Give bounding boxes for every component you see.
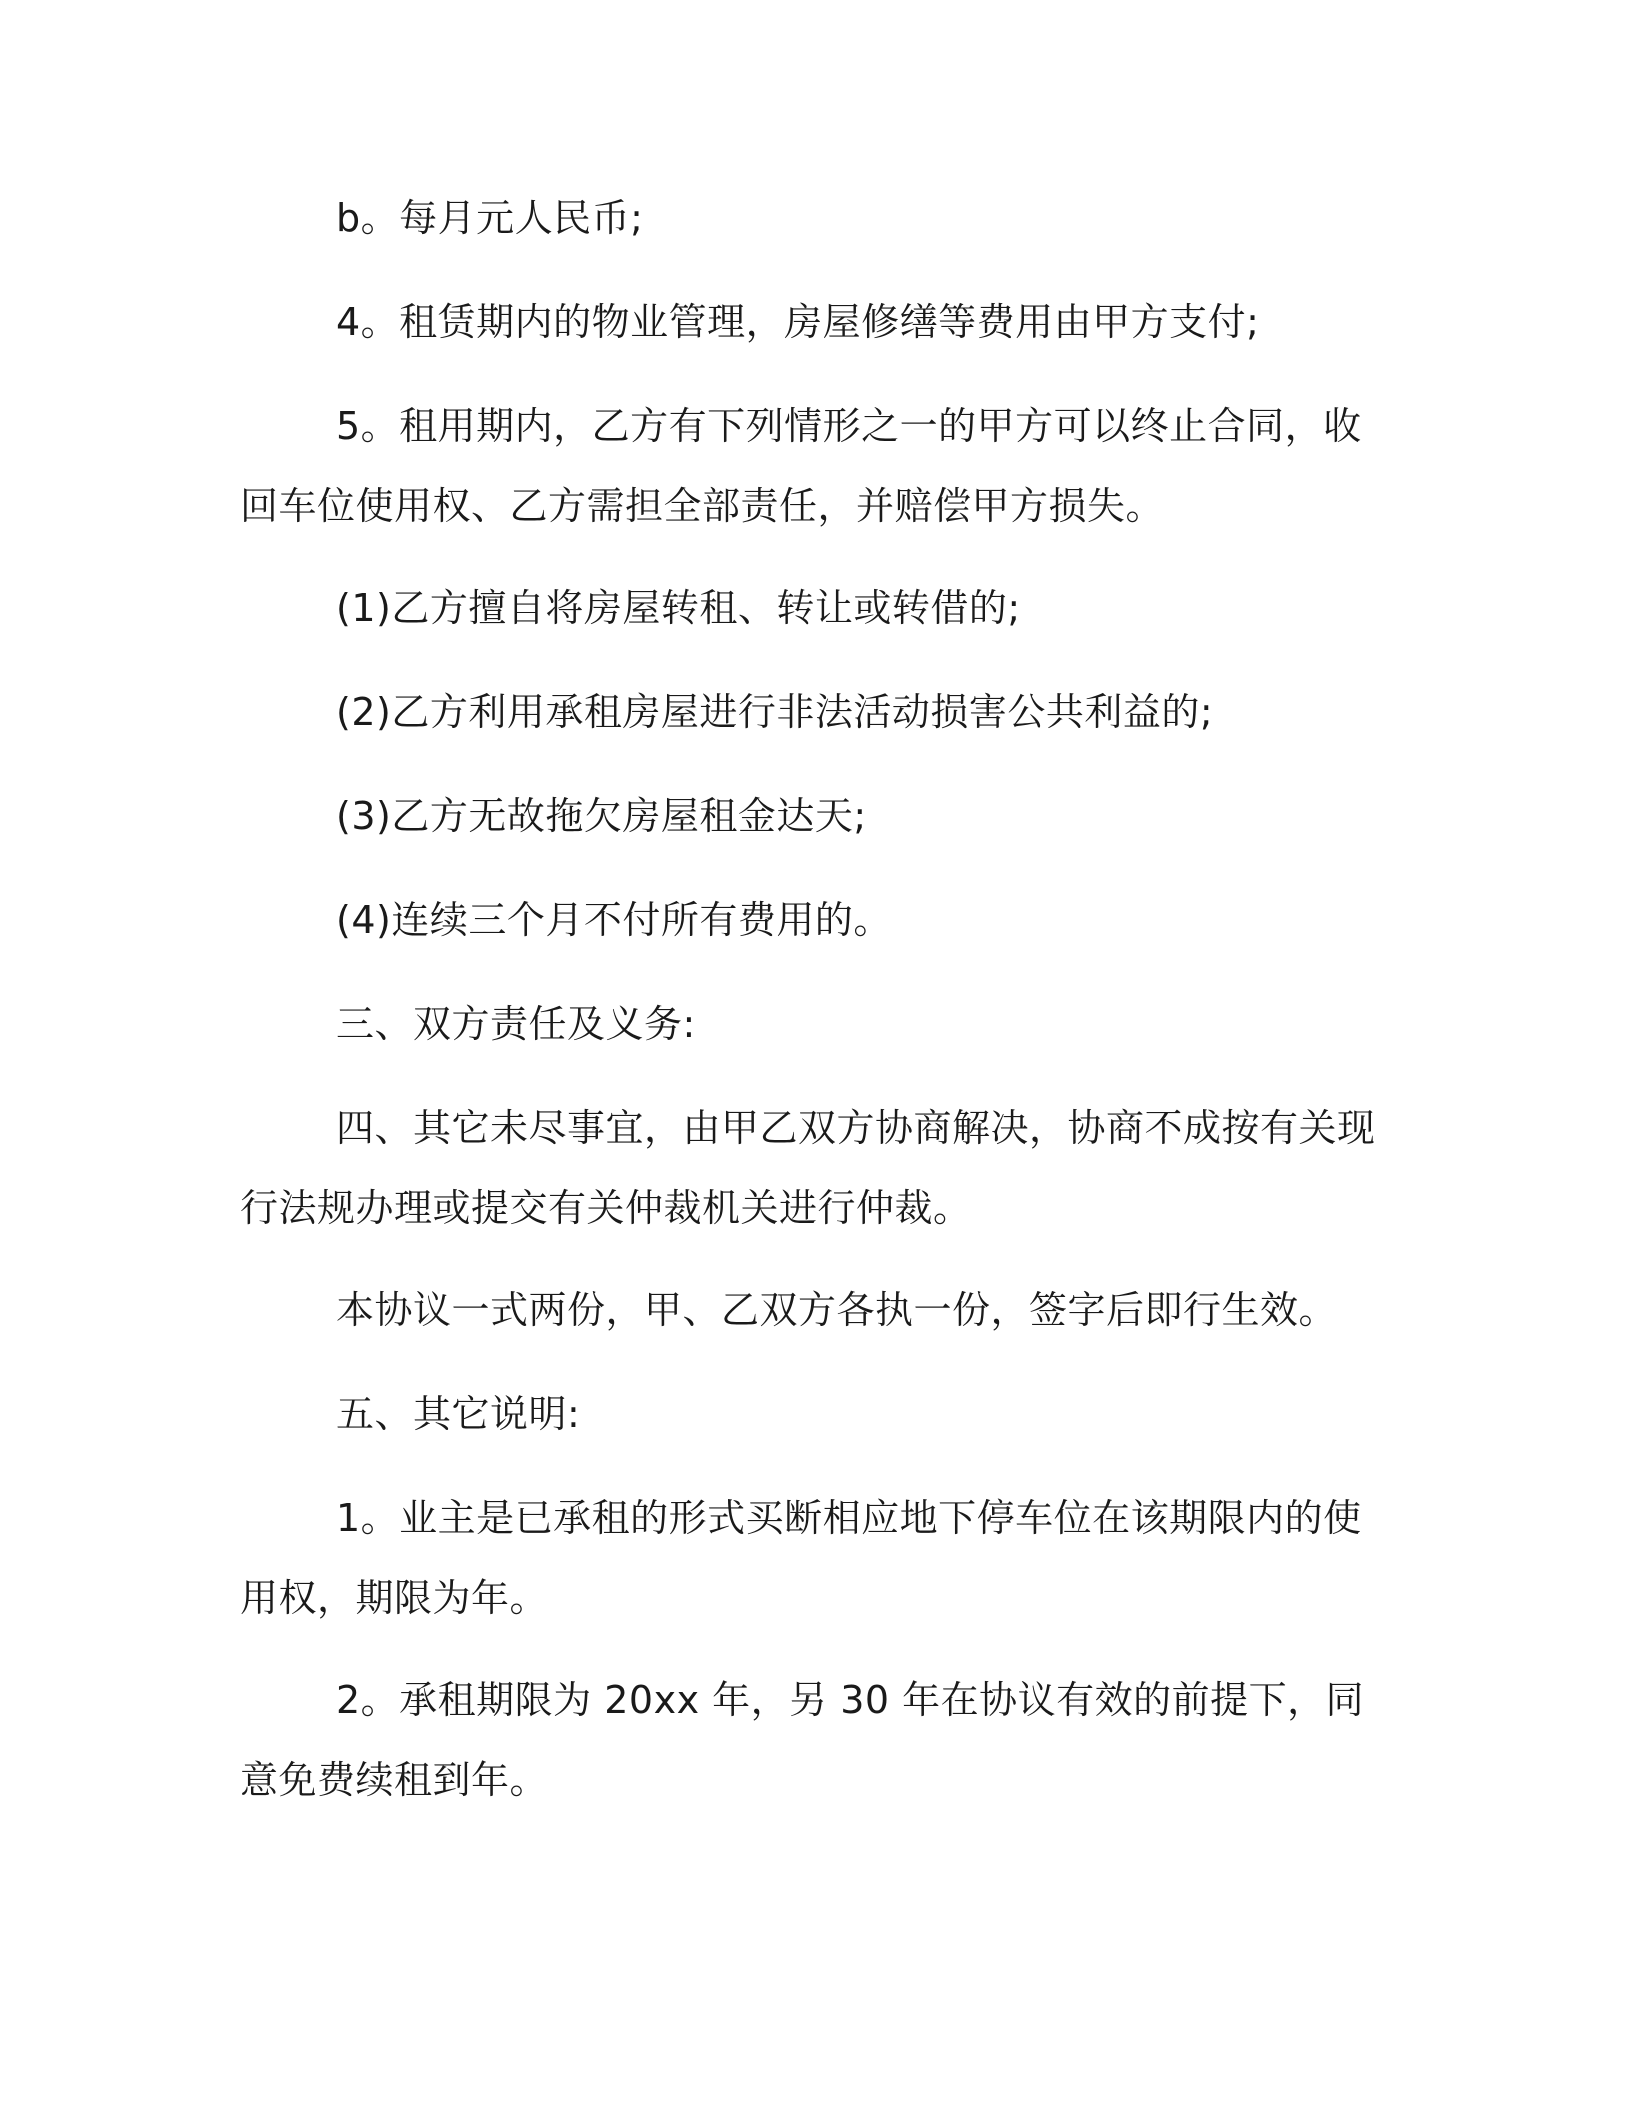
paragraph-item-2: (2)乙方利用承租房屋进行非法活动损害公共利益的; <box>336 690 1214 734</box>
section-heading-4: 四、其它未尽事宜，由甲乙双方协商解决，协商不成按有关现行法规办理或提交有关仲裁机关进行仲裁。 <box>240 1106 1376 1230</box>
paragraph-monthly-rent: b。每月元人民币; <box>336 196 644 240</box>
paragraph-clause-5: 5。租用期内，乙方有下列情形之一的甲方可以终止合同，收回车位使用权、乙方需担全部责任，并赔偿甲方损失。 <box>240 404 1362 528</box>
paragraph-item-4: (4)连续三个月不付所有费用的。 <box>336 898 892 942</box>
paragraph-validity: 本协议一式两份，甲、乙双方各执一份，签字后即行生效。 <box>336 1288 1338 1332</box>
paragraph-note-1: 1。业主是已承租的形式买断相应地下停车位在该期限内的使用权，期限为年。 <box>240 1496 1362 1620</box>
section-heading-5: 五、其它说明: <box>336 1392 581 1436</box>
paragraph-item-3: (3)乙方无故拖欠房屋租金达天; <box>336 794 867 838</box>
paragraph-clause-4: 4。租赁期内的物业管理，房屋修缮等费用由甲方支付; <box>336 300 1260 344</box>
paragraph-note-2: 2。承租期限为 20xx 年，另 30 年在协议有效的前提下，同意免费续租到年。 <box>240 1678 1365 1802</box>
paragraph-item-1: (1)乙方擅自将房屋转租、转让或转借的; <box>336 586 1021 630</box>
section-heading-3: 三、双方责任及义务: <box>336 1002 696 1046</box>
